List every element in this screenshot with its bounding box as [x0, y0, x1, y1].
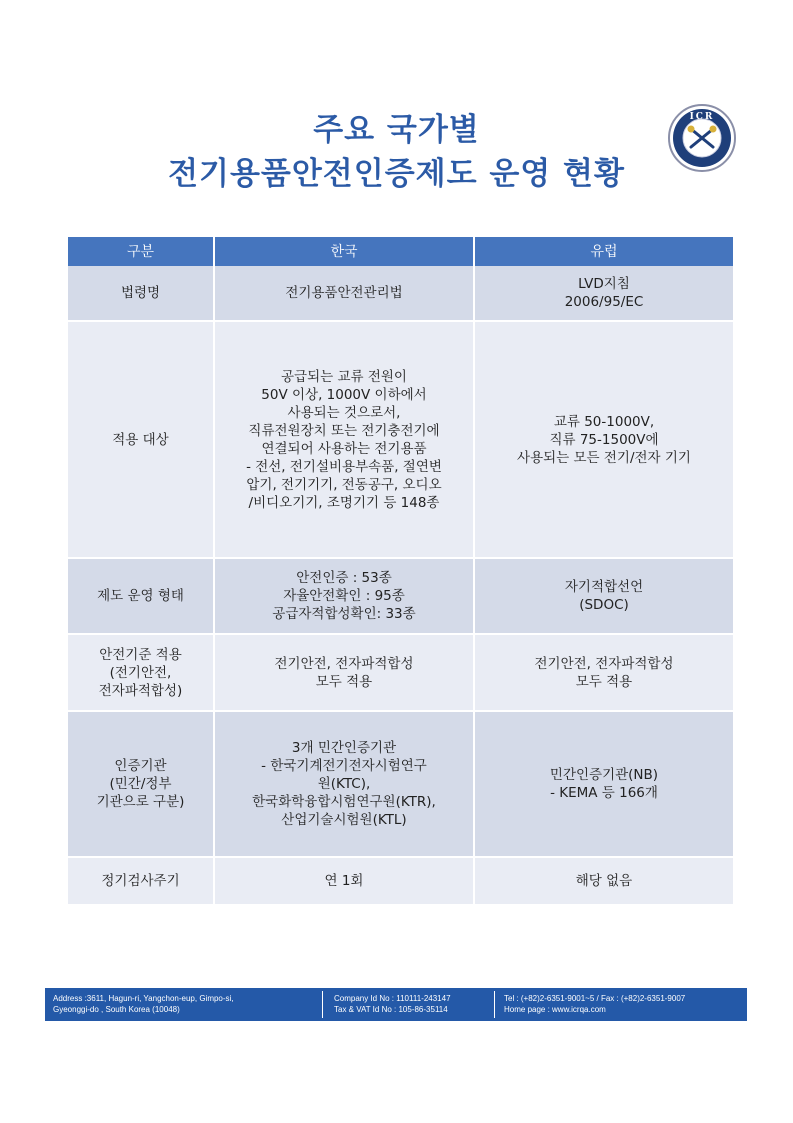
- korea-cell: 3개 민간인증기관 - 한국기계전기전자시험연구 원(KTC), 한국화학융합시험연구원(KTR), 산업기술시험원(KTL): [214, 711, 474, 857]
- footer-company-ids: Company Id No : 110111-243147 Tax & VAT Id No : 105-86-35114: [334, 994, 451, 1014]
- korea-cell: 전기안전, 전자파적합성 모두 적용: [214, 634, 474, 711]
- europe-cell: 교류 50-1000V, 직류 75-1500V에 사용되는 모든 전기/전자 기기: [474, 321, 733, 558]
- row-label: 적용 대상: [68, 321, 214, 558]
- icr-logo-text: ICR: [689, 112, 715, 122]
- korea-cell: 전기용품안전관리법: [214, 266, 474, 321]
- row-label: 안전기준 적용 (전기안전, 전자파적합성): [68, 634, 214, 711]
- row-label: 인증기관 (민간/정부 기관으로 구분): [68, 711, 214, 857]
- header-category: 구분: [68, 237, 214, 266]
- page-title-line2: 전기용품안전인증제도 운영 현황: [168, 156, 625, 192]
- table-row: [68, 711, 733, 857]
- korea-cell: 연 1회: [214, 857, 474, 905]
- korea-cell: 공급되는 교류 전원이 50V 이상, 1000V 이하에서 사용되는 것으로서, 직류전원장치 또는 전기충전기에 연결되어 사용하는 전기용품 - 전선, 전기설비용부속품, 절연변 압기, 전기기기, 전동공구, 오디오 /비디오기기, 조명기기 등 148종: [214, 321, 474, 558]
- page-title-line1: 주요 국가별: [313, 112, 480, 148]
- europe-cell: 전기안전, 전자파적합성 모두 적용: [474, 634, 733, 711]
- europe-cell: 자기적합선언 (SDOC): [474, 558, 733, 634]
- footer-homepage-link[interactable]: Home page : www.icrqa.com: [504, 1005, 606, 1014]
- row-label: 정기검사주기: [68, 857, 214, 905]
- icr-logo: [667, 103, 737, 173]
- footer-divider: [322, 991, 323, 1018]
- row-label: 법령명: [68, 266, 214, 321]
- footer-address: Address :3611, Hagun-ri, Yangchon-eup, Gimpo-si, Gyeonggi-do , South Korea (10048): [53, 994, 234, 1014]
- header-korea: 한국: [214, 237, 474, 266]
- footer: [45, 988, 747, 1021]
- row-label: 제도 운영 형태: [68, 558, 214, 634]
- table-row: [68, 266, 733, 321]
- europe-cell: LVD지침 2006/95/EC: [474, 266, 733, 321]
- footer-divider: [494, 991, 495, 1018]
- table-row: [68, 857, 733, 905]
- table-header-row: [68, 237, 733, 266]
- header-europe: 유럽: [474, 237, 733, 266]
- table-row: [68, 321, 733, 558]
- certification-comparison-table: [68, 237, 733, 906]
- table-row: [68, 634, 733, 711]
- korea-cell: 안전인증 : 53종 자율안전확인 : 95종 공급자적합성확인: 33종: [214, 558, 474, 634]
- table-row: [68, 558, 733, 634]
- europe-cell: 민간인증기관(NB) - KEMA 등 166개: [474, 711, 733, 857]
- footer-contact: Tel : (+82)2-6351-9001~5 / Fax : (+82)2-6351-9007 Home page : www.icrqa.com: [504, 994, 686, 1014]
- europe-cell: 해당 없음: [474, 857, 733, 905]
